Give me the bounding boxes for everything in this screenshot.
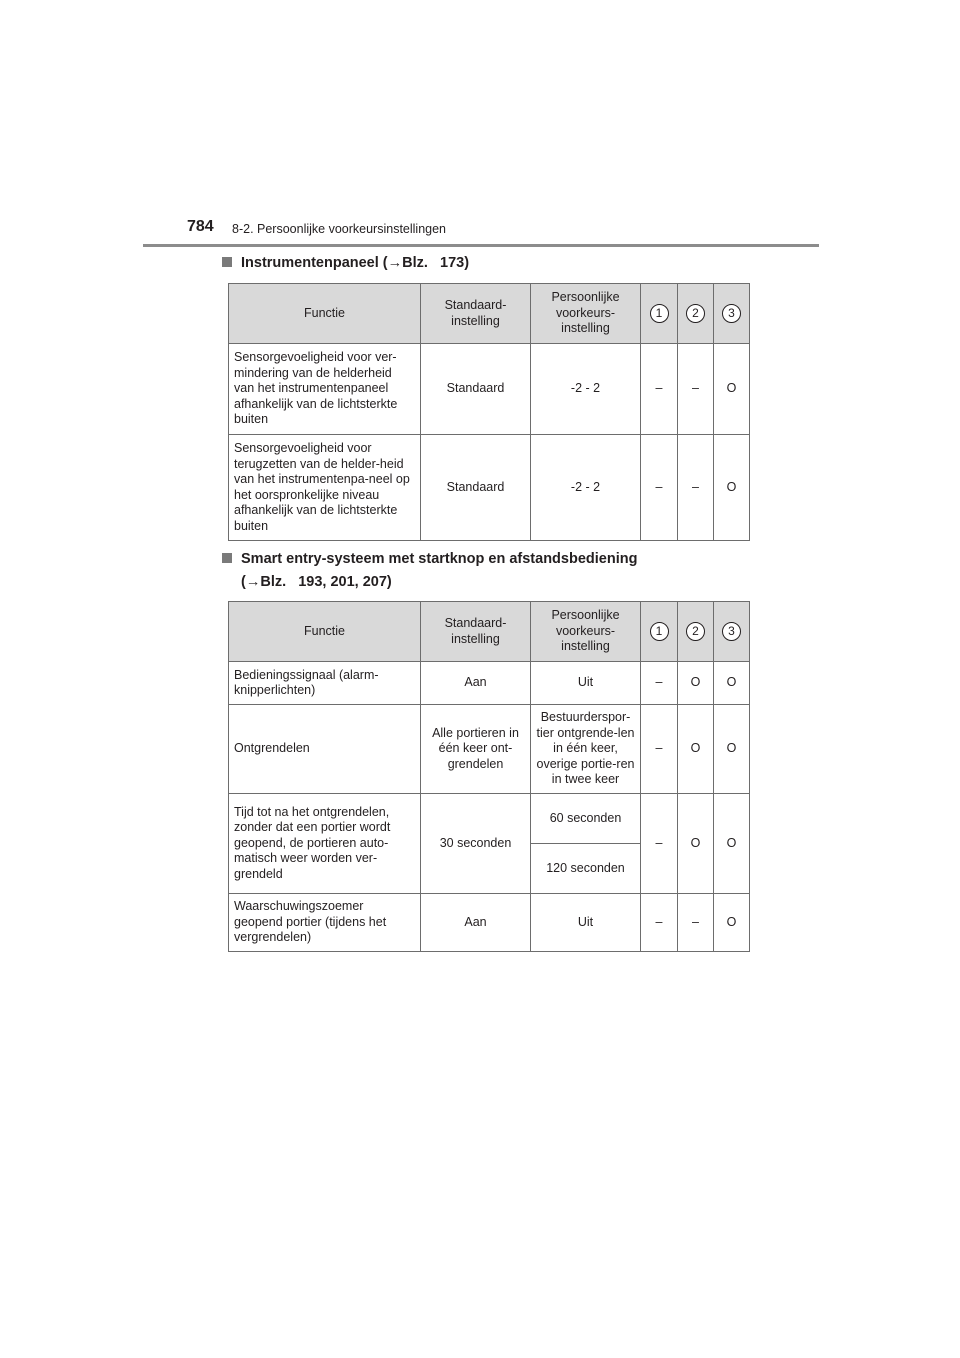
table-row xyxy=(229,662,750,705)
header-divider xyxy=(143,244,819,247)
table-header-row xyxy=(229,284,750,344)
column-header-method-2 xyxy=(678,284,714,344)
method-3-cell: O xyxy=(714,435,750,541)
column-header-custom: Persoonlijke voorkeurs-instelling xyxy=(531,284,641,344)
method-2-cell: – xyxy=(678,894,714,952)
circled-number-2-icon: 2 xyxy=(686,622,705,641)
square-bullet-icon xyxy=(222,553,232,563)
circled-number-3-icon: 3 xyxy=(722,304,741,323)
method-3-cell: O xyxy=(714,705,750,794)
custom-cell: -2 - 2 xyxy=(531,435,641,541)
custom-cell: Uit xyxy=(531,894,641,952)
method-3-cell: O xyxy=(714,344,750,435)
custom-cell: 120 seconden xyxy=(531,844,641,894)
column-header-method-1 xyxy=(641,284,678,344)
column-header-function: Functie xyxy=(229,284,421,344)
method-2-cell: O xyxy=(678,705,714,794)
column-header-default: Standaard-instelling xyxy=(421,284,531,344)
heading-paren: ( xyxy=(241,574,246,590)
column-header-custom: Persoonlijke voorkeurs-instelling xyxy=(531,602,641,662)
default-cell: Standaard xyxy=(421,344,531,435)
method-1-cell: – xyxy=(641,662,678,705)
default-cell: Aan xyxy=(421,894,531,952)
function-cell: Ontgrendelen xyxy=(229,705,421,794)
custom-cell: Uit xyxy=(531,662,641,705)
circled-number-1-icon: 1 xyxy=(650,622,669,641)
method-2-cell: – xyxy=(678,344,714,435)
page-number: 784 xyxy=(187,218,214,235)
section-title: 8-2. Persoonlijke voorkeursinstellingen xyxy=(232,222,447,236)
default-cell: Aan xyxy=(421,662,531,705)
column-header-method-3 xyxy=(714,284,750,344)
method-2-cell: O xyxy=(678,794,714,894)
column-header-default: Standaard-instelling xyxy=(421,602,531,662)
arrow-icon: → xyxy=(245,574,261,590)
custom-cell: Bestuurderspor-tier ontgrende-len in één keer, overige portie-ren in twee keer xyxy=(531,705,641,794)
method-1-cell: – xyxy=(641,344,678,435)
method-2-cell: – xyxy=(678,435,714,541)
column-header-function: Functie xyxy=(229,602,421,662)
table-row xyxy=(229,705,750,794)
column-header-method-1 xyxy=(641,602,678,662)
square-bullet-icon xyxy=(222,257,232,267)
page-reference-link[interactable]: Blz. 193, 201, 207) xyxy=(260,574,392,590)
smart-entry-heading xyxy=(222,548,637,594)
circled-number-1-icon: 1 xyxy=(650,304,669,323)
method-2-cell: O xyxy=(678,662,714,705)
function-cell: Sensorgevoeligheid voor ver-mindering van de helderheid van het instrumentenpaneel afhankelijk van de lichtsterkte buiten xyxy=(229,344,421,435)
default-cell: Alle portieren in één keer ont-grendelen xyxy=(421,705,531,794)
function-cell: Sensorgevoeligheid voor terugzetten van de helder-heid van het instrumentenpa-neel op het oorspronkelijke niveau afhankelijk van de lichtsterkte buiten xyxy=(229,435,421,541)
page-reference-link[interactable]: Blz. 173) xyxy=(402,255,470,271)
default-cell: Standaard xyxy=(421,435,531,541)
column-header-method-2 xyxy=(678,602,714,662)
table-row xyxy=(229,344,750,435)
custom-cell: 60 seconden xyxy=(531,794,641,844)
method-1-cell: – xyxy=(641,435,678,541)
instrument-panel-table xyxy=(228,283,750,541)
function-cell: Waarschuwingszoemer geopend portier (tijdens het vergrendelen) xyxy=(229,894,421,952)
instrument-panel-heading xyxy=(222,252,469,275)
method-1-cell: – xyxy=(641,705,678,794)
function-cell: Tijd tot na het ontgrendelen, zonder dat een portier wordt geopend, de portieren auto-matisch weer worden ver-grendeld xyxy=(229,794,421,894)
method-1-cell: – xyxy=(641,894,678,952)
method-1-cell: – xyxy=(641,794,678,894)
table-row xyxy=(229,435,750,541)
method-3-cell: O xyxy=(714,662,750,705)
heading-text: Smart entry-systeem met startknop en afstandsbediening xyxy=(241,551,638,567)
table-row xyxy=(229,794,750,844)
heading-text: Instrumentenpaneel ( xyxy=(241,255,388,271)
circled-number-2-icon: 2 xyxy=(686,304,705,323)
table-header-row xyxy=(229,602,750,662)
arrow-icon: → xyxy=(387,255,403,271)
default-cell: 30 seconden xyxy=(421,794,531,894)
method-3-cell: O xyxy=(714,794,750,894)
column-header-method-3 xyxy=(714,602,750,662)
method-3-cell: O xyxy=(714,894,750,952)
table-row xyxy=(229,894,750,952)
circled-number-3-icon: 3 xyxy=(722,622,741,641)
smart-entry-table xyxy=(228,601,750,952)
custom-cell: -2 - 2 xyxy=(531,344,641,435)
function-cell: Bedieningssignaal (alarm-knipperlichten) xyxy=(229,662,421,705)
